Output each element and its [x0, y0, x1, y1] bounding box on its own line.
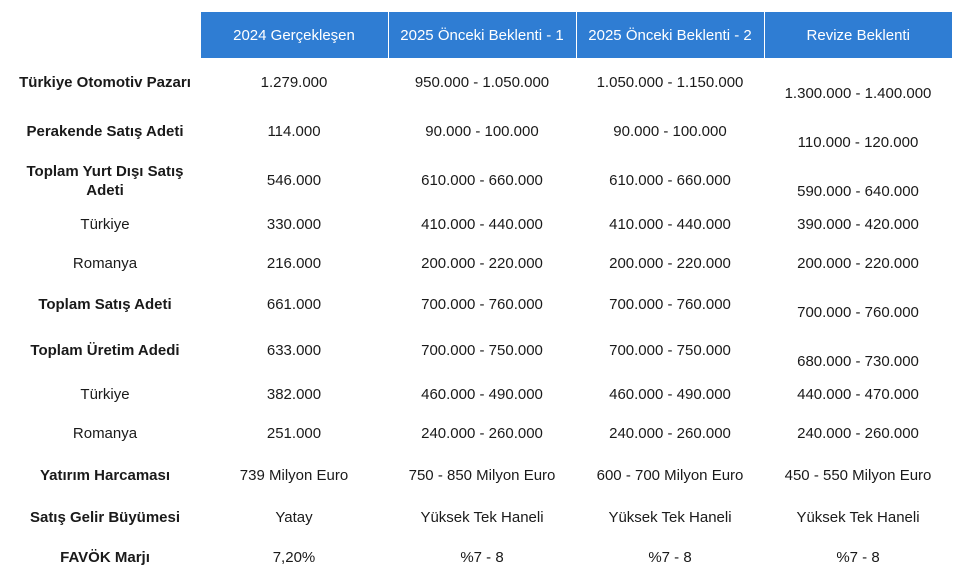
table-cell: 240.000 - 260.000: [797, 425, 919, 442]
table-cell: 700.000 - 750.000: [421, 342, 543, 359]
table-row: [10, 537, 952, 577]
table-cell: 410.000 - 440.000: [421, 216, 543, 233]
table-cell: 610.000 - 660.000: [421, 172, 543, 189]
table-cell: 1.050.000 - 1.150.000: [596, 74, 744, 91]
table-cell: 739 Milyon Euro: [239, 467, 349, 484]
table-cell: 700.000 - 760.000: [609, 296, 731, 313]
row-label: Toplam Üretim Adedi: [30, 342, 180, 359]
table-row: [10, 244, 952, 283]
row-label: Türkiye Otomotiv Pazarı: [19, 74, 191, 91]
row-label: FAVÖK Marjı: [60, 548, 150, 566]
table-cell: 114.000: [267, 123, 321, 140]
table-cell: %7 - 8: [648, 548, 692, 566]
table-cell: 330.000: [266, 216, 322, 233]
table-cell: %7 - 8: [836, 548, 880, 566]
table-cell: 546.000: [266, 172, 322, 189]
table-cell: 700.000 - 760.000: [421, 296, 543, 313]
table-cell: 700.000 - 760.000: [797, 304, 919, 321]
table-cell: 590.000 - 640.000: [797, 183, 919, 200]
table-row: [10, 453, 952, 498]
table-cell: %7 - 8: [460, 548, 504, 566]
table-cell: 600 - 700 Milyon Euro: [596, 467, 744, 484]
row-label: Türkiye: [80, 216, 130, 233]
table-cell: 450 - 550 Milyon Euro: [784, 467, 932, 484]
table-cell: Yüksek Tek Haneli: [608, 509, 732, 526]
table-row: [10, 498, 952, 537]
table-cell: 240.000 - 260.000: [421, 425, 543, 442]
row-label: Perakende Satış Adeti: [26, 123, 184, 140]
table-row: [10, 205, 952, 244]
table-cell: 7,20%: [272, 548, 316, 566]
table-row: [10, 414, 952, 453]
table-cell: 90.000 - 100.000: [425, 123, 539, 140]
table-cell: 440.000 - 470.000: [797, 386, 919, 403]
table-row: [10, 156, 952, 205]
row-label: Satış Gelir Büyümesi: [29, 509, 181, 526]
row-label: Toplam Yurt Dışı Satış Adeti: [26, 162, 184, 199]
row-label: Romanya: [72, 255, 138, 272]
row-label: Yatırım Harcaması: [39, 467, 171, 484]
table-cell: 680.000 - 730.000: [797, 353, 919, 370]
guidance-table: [10, 12, 952, 577]
col-header-revised: Revize Beklenti: [764, 12, 952, 58]
table-cell: 633.000: [266, 342, 322, 359]
table-cell: 200.000 - 220.000: [609, 255, 731, 272]
table-cell: 410.000 - 440.000: [609, 216, 731, 233]
table-cell: 1.300.000 - 1.400.000: [784, 85, 932, 102]
table-cell: 382.000: [266, 386, 322, 403]
header-row: [10, 12, 952, 58]
table-cell: 460.000 - 490.000: [609, 386, 731, 403]
table-cell: 1.279.000: [260, 74, 328, 91]
table-cell: 200.000 - 220.000: [421, 255, 543, 272]
table-row: [10, 107, 952, 156]
table-cell: Yatay: [275, 509, 313, 526]
table-cell: 610.000 - 660.000: [609, 172, 731, 189]
row-label: Türkiye: [80, 386, 130, 403]
table-row: [10, 375, 952, 414]
table-cell: 110.000 - 120.000: [797, 134, 919, 151]
table-cell: 200.000 - 220.000: [797, 255, 919, 272]
col-header-2024-actual: 2024 Gerçekleşen: [200, 12, 388, 58]
table-cell: 390.000 - 420.000: [797, 216, 919, 233]
col-header-2025-previous-2: 2025 Önceki Beklenti - 2: [576, 12, 764, 58]
row-label: Romanya: [72, 425, 138, 442]
header-corner: [10, 12, 200, 58]
row-label: Toplam Satış Adeti: [38, 296, 172, 313]
table-row: [10, 58, 952, 107]
table-cell: 90.000 - 100.000: [613, 123, 727, 140]
table-cell: 240.000 - 260.000: [609, 425, 731, 442]
table-cell: 460.000 - 490.000: [421, 386, 543, 403]
table-cell: 750 - 850 Milyon Euro: [408, 467, 556, 484]
table-cell: 700.000 - 750.000: [609, 342, 731, 359]
table-cell: 950.000 - 1.050.000: [414, 74, 550, 91]
table-cell: 661.000: [266, 296, 322, 313]
table-cell: 216.000: [266, 255, 322, 272]
table-row: [10, 283, 952, 326]
table-cell: Yüksek Tek Haneli: [420, 509, 544, 526]
table-cell: 251.000: [266, 425, 322, 442]
table-row: [10, 326, 952, 375]
col-header-2025-previous-1: 2025 Önceki Beklenti - 1: [388, 12, 576, 58]
table-cell: Yüksek Tek Haneli: [796, 509, 920, 526]
